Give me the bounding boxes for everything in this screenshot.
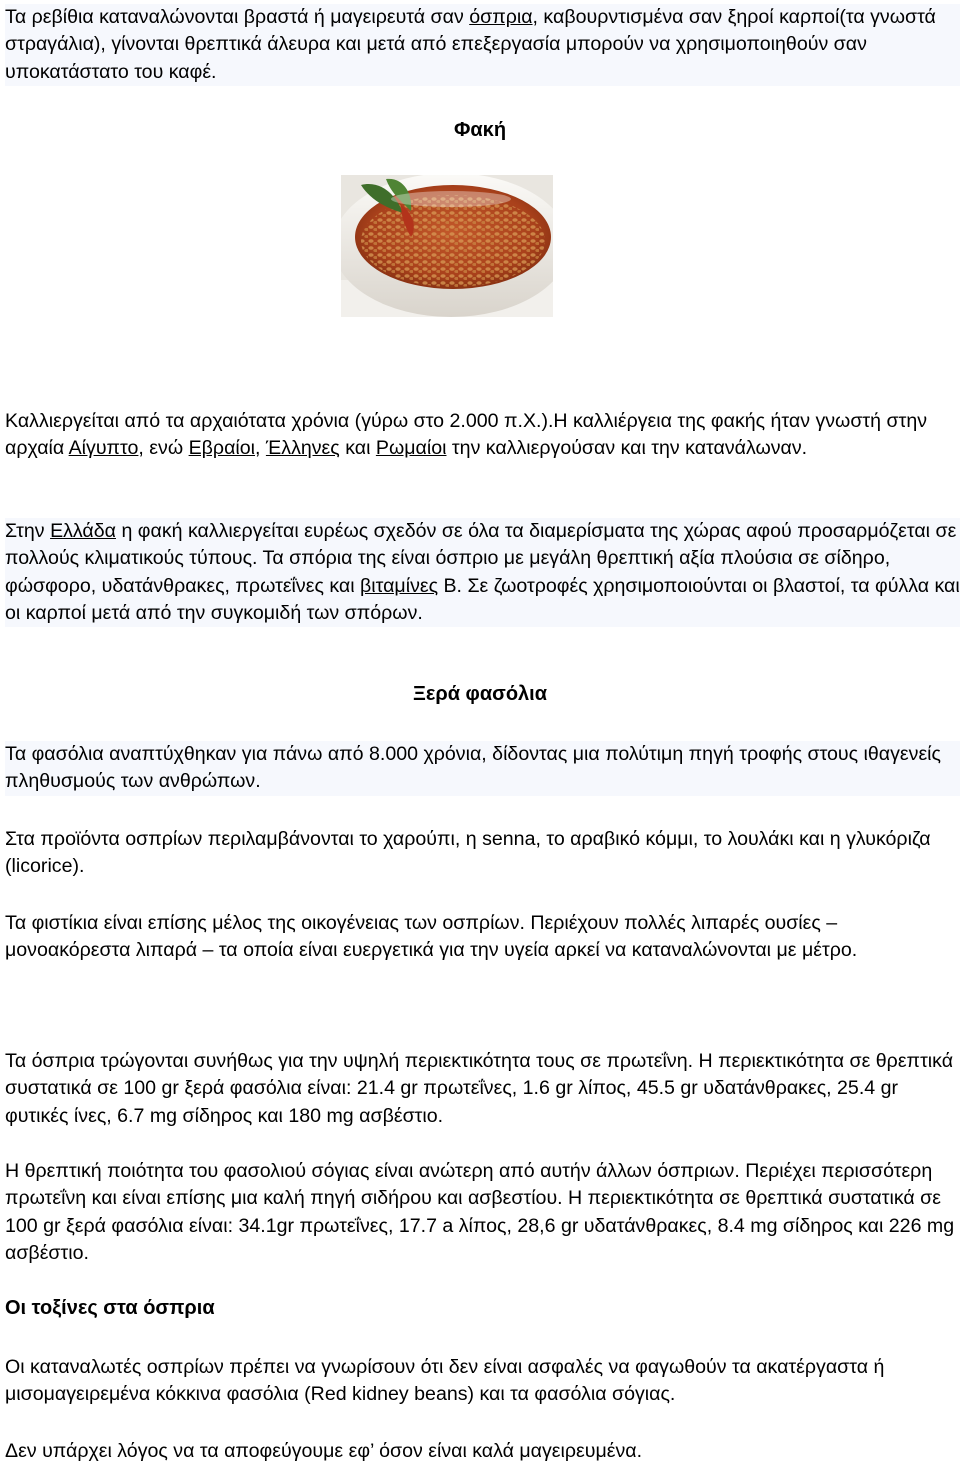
history-text: Καλλιεργείται από τα αρχαιότατα χρόνια (γύρω στο 2.000 π.Χ.).Η καλλιέργεια της φακής ήταν γνωστή στην αρχαία (5, 410, 928, 460)
soy-paragraph: Η θρεπτική ποιότητα του φασολιού σόγιας είναι ανώτερη από αυτήν άλλων όσπριων. Περιέχει περισσότερη πρωτεΐνη και είναι επίσης μια καλή πηγή σιδήρου και ασβεστίου. Η περιεκτικότητα σε θρεπτικά συστατικά σε 100 gr ξερά φασόλια είναι: 34.1gr πρωτεΐνες, 17.7 a λίπος, 28,6 gr υδατάνθρακες, 8.4 mg σίδηρος και 226 mg ασβέστιο. (5, 1160, 955, 1264)
heading-toxins: Οι τοξίνες στα όσπρια (5, 1297, 215, 1319)
peanuts-paragraph: Τα φιστίκια είναι επίσης μέλος της οικογένειας των οσπρίων. Περιέχουν πολλές λιπαρές ουσίες – μονοακόρεστα λιπαρά – τα οποία είναι ευεργετικά για την υγεία αρκεί να καταναλώνονται με μέτρο. (5, 912, 858, 962)
lentil-soup-image (341, 175, 553, 317)
history-text-3: , (255, 437, 266, 460)
protein-paragraph: Τα όσπρια τρώγονται συνήθως για την υψηλή περιεκτικότητα τους σε πρωτεΐνη. Η περιεκτικότητα σε θρεπτικά συστατικά σε 100 gr ξερά φασόλια είναι: 21.4 gr πρωτεΐνες, 1.6 gr λίπος, 45.5 gr υδατάνθρακες, 25.4 gr φυτικές ίνες, 6.7 mg σίδηρος και 180 mg ασβέστιο. (5, 1050, 954, 1127)
intro-text: Τα ρεβίθια καταναλώνονται βραστά ή μαγειρευτά σαν (5, 6, 470, 28)
lentil-soup-photo-icon (341, 175, 553, 317)
products-paragraph: Στα προϊόντα οσπρίων περιλαμβάνονται το χαρούπι, η senna, το αραβικό κόμμι, το λουλάκι και η γλυκόριζα (licorice). (5, 828, 931, 878)
history-text-4: και (339, 437, 376, 460)
link-ospria[interactable]: όσπρια (469, 6, 533, 28)
greece-text-2: η φακή καλλιεργείται ευρέως σχεδόν σε όλα τα διαμερίσματα της χώρας αφού προσαρμόζεται σε πολλούς κλιματικούς τύπους. Τα σπόρια της είναι όσπριο με μεγάλη θρεπτική αξία πλούσια σε σίδηρο, φώσφορο, υδατάνθρακες, πρωτεΐνες και (5, 520, 957, 597)
greece-text-3: Β. Σε ζωοτροφές χρησιμοποιούνται οι βλαστοί, τα φύλλα και οι καρποί μετά από την συγκομιδή των σπόρων. (5, 574, 960, 624)
intro-paragraph (5, 4, 960, 86)
link-vitamines[interactable]: βιταμίνες (360, 574, 439, 597)
link-ellada[interactable]: Ελλάδα (50, 520, 116, 542)
heading-beans: Ξερά φασόλια (412, 683, 548, 705)
link-ellines[interactable]: Έλληνες (265, 437, 340, 460)
history-text-5: την καλλιεργούσαν και την κατανάλωναν. (446, 437, 808, 460)
history-paragraph (5, 408, 960, 463)
beans-paragraph: Τα φασόλια αναπτύχθηκαν για πάνω από 8.000 χρόνια, δίδοντας μια πολύτιμη πηγή τροφής στους ιθαγενείς πληθυσμούς των ανθρώπων. (5, 741, 960, 796)
heading-lentil: Φακή (453, 119, 507, 141)
final-paragraph: Δεν υπάρχει λόγος να τα αποφεύγουμε εφ’ όσον είναι καλά μαγειρευμένα. (5, 1440, 643, 1462)
greece-text: Στην (5, 520, 51, 542)
intro-text-cont: , καβουρντισμένα σαν ξηροί καρποί(τα γνωστά στραγάλια), γίνονται θρεπτικά άλευρα και μετά από επεξεργασία μπορούν να χρησιμοποιηθούν σαν υποκατάστατο του καφέ. (5, 6, 936, 83)
link-romaioi[interactable]: Ρωμαίοι (375, 437, 447, 460)
toxins-paragraph: Οι καταναλωτές οσπρίων πρέπει να γνωρίσουν ότι δεν είναι ασφαλές να φαγωθούν τα ακατέργαστα ή μισομαγειρεμένα κόκκινα φασόλια (Red kidney beans) και τα φασόλια σόγιας. (5, 1356, 885, 1406)
greece-paragraph (5, 518, 960, 627)
link-evraioi[interactable]: Εβραίοι (188, 437, 256, 460)
history-text-2: , ενώ (138, 437, 189, 460)
link-aigypto[interactable]: Αίγυπτο (68, 437, 139, 460)
